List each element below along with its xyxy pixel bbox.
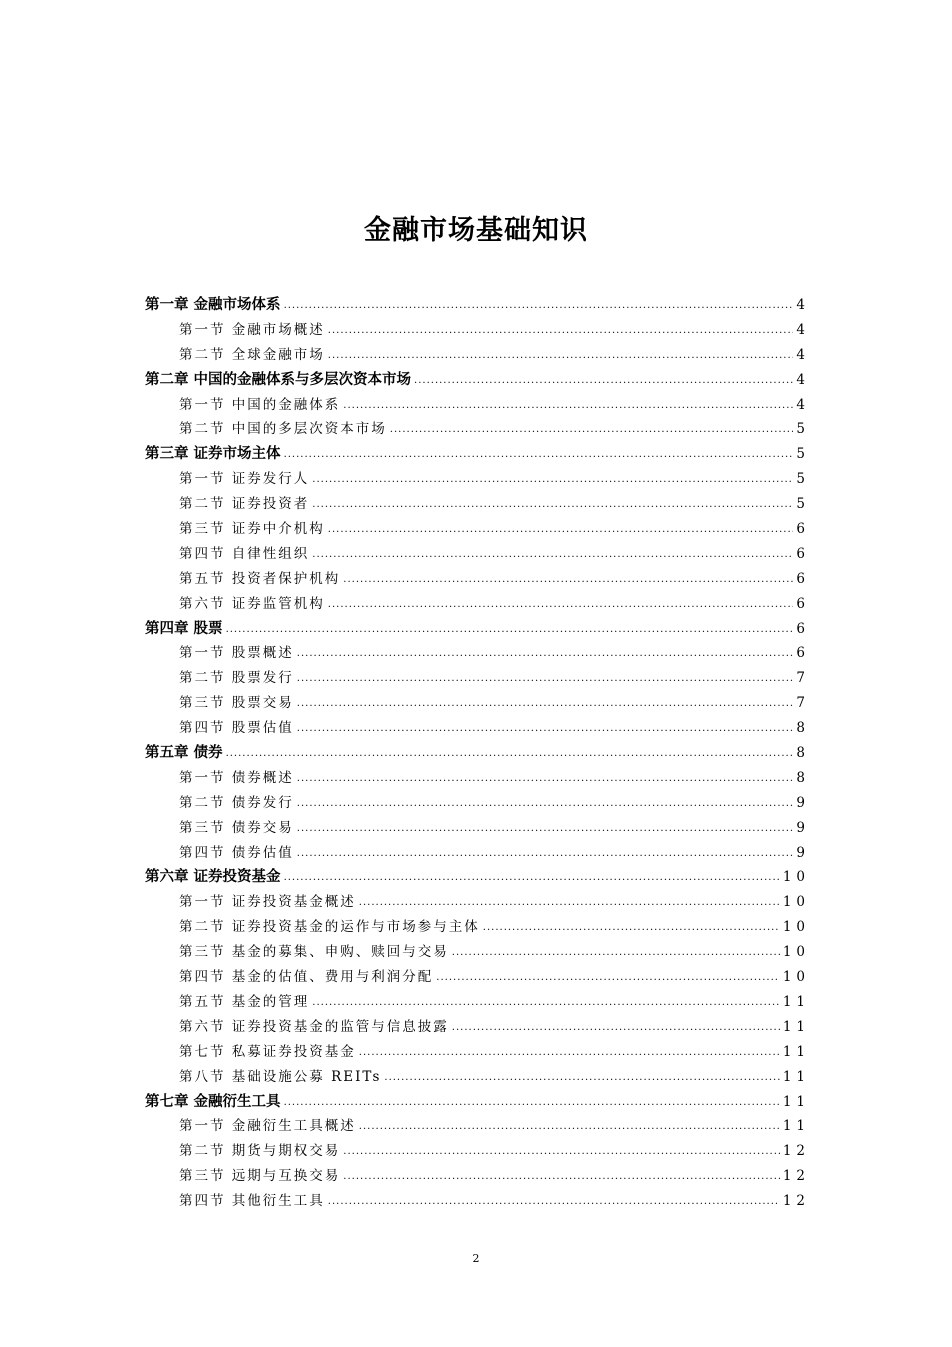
toc-chapter-entry[interactable] — [145, 865, 810, 890]
toc-section-entry[interactable] — [145, 940, 810, 965]
toc-entry-page: 6 — [796, 645, 810, 662]
toc-entry-label: 第二节 证券投资者 — [179, 496, 310, 513]
toc-entry-page: 11 — [782, 993, 810, 1010]
toc-entry-label: 第一节 股票概述 — [179, 645, 294, 662]
toc-entry-label: 第一节 债券概述 — [179, 769, 294, 786]
toc-entry-page: 11 — [782, 1043, 810, 1060]
toc-dot-leader — [390, 418, 794, 443]
toc-section-entry[interactable] — [145, 641, 810, 666]
toc-entry-label: 第四节 债券估值 — [179, 844, 294, 861]
toc-entry-page: 11 — [782, 1118, 810, 1135]
toc-entry-page: 8 — [796, 720, 810, 737]
toc-entry-page: 8 — [796, 745, 810, 762]
toc-entry-page: 6 — [796, 620, 810, 637]
toc-entry-label: 第六章 证券投资基金 — [145, 869, 281, 886]
toc-entry-page: 5 — [796, 471, 810, 488]
toc-dot-leader — [343, 568, 793, 593]
toc-chapter-entry[interactable] — [145, 368, 810, 393]
toc-section-entry[interactable] — [145, 890, 810, 915]
toc-dot-leader — [359, 1041, 780, 1066]
toc-entry-page: 6 — [796, 545, 810, 562]
toc-section-entry[interactable] — [145, 467, 810, 492]
toc-dot-leader — [284, 294, 794, 319]
toc-entry-label: 第二节 债券发行 — [179, 794, 294, 811]
toc-section-entry[interactable] — [145, 841, 810, 866]
toc-section-entry[interactable] — [145, 1189, 810, 1214]
toc-entry-page: 12 — [782, 1143, 810, 1160]
toc-entry-label: 第四章 股票 — [145, 620, 223, 637]
toc-entry-label: 第三节 基金的募集、申购、赎回与交易 — [179, 944, 449, 961]
toc-entry-label: 第二节 中国的多层次资本市场 — [179, 421, 387, 438]
toc-entry-page: 10 — [782, 944, 810, 961]
toc-dot-leader — [436, 966, 780, 991]
toc-entry-label: 第三节 债券交易 — [179, 819, 294, 836]
toc-dot-leader — [384, 1066, 779, 1091]
toc-entry-label: 第六节 证券监管机构 — [179, 595, 325, 612]
toc-dot-leader — [312, 543, 793, 568]
toc-entry-label: 第三节 股票交易 — [179, 695, 294, 712]
toc-dot-leader — [359, 891, 780, 916]
toc-dot-leader — [297, 767, 794, 792]
toc-section-entry[interactable] — [145, 592, 810, 617]
toc-entry-page: 4 — [796, 371, 810, 388]
toc-dot-leader — [226, 742, 794, 767]
toc-section-entry[interactable] — [145, 567, 810, 592]
toc-entry-page: 6 — [796, 521, 810, 538]
toc-dot-leader — [284, 1091, 780, 1116]
toc-entry-page: 9 — [796, 819, 810, 836]
toc-section-entry[interactable] — [145, 990, 810, 1015]
toc-entry-page: 4 — [796, 396, 810, 413]
toc-dot-leader — [297, 792, 794, 817]
toc-section-entry[interactable] — [145, 1114, 810, 1139]
toc-dot-leader — [284, 443, 794, 468]
toc-entry-label: 第二章 中国的金融体系与多层次资本市场 — [145, 371, 412, 388]
toc-entry-page: 5 — [796, 446, 810, 463]
toc-dot-leader — [359, 1115, 780, 1140]
toc-chapter-entry[interactable] — [145, 1090, 810, 1115]
toc-entry-label: 第七章 金融衍生工具 — [145, 1093, 281, 1110]
page-number: 2 — [472, 1252, 480, 1265]
toc-dot-leader — [452, 1016, 780, 1041]
toc-entry-label: 第四节 基金的估值、费用与利润分配 — [179, 969, 434, 986]
toc-entry-label: 第一章 金融市场体系 — [145, 297, 281, 313]
toc-section-entry[interactable] — [145, 343, 810, 368]
toc-section-entry[interactable] — [145, 791, 810, 816]
toc-dot-leader — [226, 618, 794, 643]
toc-entry-page: 10 — [782, 894, 810, 911]
toc-entry-label: 第二节 股票发行 — [179, 670, 294, 687]
toc-entry-page: 5 — [796, 496, 810, 513]
toc-chapter-entry[interactable] — [145, 741, 810, 766]
toc-entry-page: 12 — [782, 1193, 810, 1210]
toc-section-entry[interactable] — [145, 417, 810, 442]
toc-entry-page: 11 — [782, 1068, 810, 1085]
toc-section-entry[interactable] — [145, 1164, 810, 1189]
toc-entry-label: 第七节 私募证券投资基金 — [179, 1043, 356, 1060]
toc-section-entry[interactable] — [145, 766, 810, 791]
toc-dot-leader — [483, 916, 780, 941]
toc-dot-leader — [328, 593, 794, 618]
toc-dot-leader — [297, 817, 794, 842]
toc-section-entry[interactable] — [145, 1139, 810, 1164]
toc-dot-leader — [312, 493, 793, 518]
toc-section-entry[interactable] — [145, 716, 810, 741]
toc-dot-leader — [297, 717, 794, 742]
toc-section-entry[interactable] — [145, 517, 810, 542]
toc-dot-leader — [297, 667, 794, 692]
toc-section-entry[interactable] — [145, 1015, 810, 1040]
toc-entry-page: 6 — [796, 570, 810, 587]
toc-section-entry[interactable] — [145, 816, 810, 841]
toc-entry-label: 第五节 投资者保护机构 — [179, 570, 341, 587]
toc-dot-leader — [343, 1165, 780, 1190]
toc-entry-page: 4 — [796, 346, 810, 363]
toc-dot-leader — [328, 344, 794, 369]
toc-section-entry[interactable] — [145, 318, 810, 343]
toc-section-entry[interactable] — [145, 965, 810, 990]
toc-entry-label: 第一节 金融衍生工具概述 — [179, 1118, 356, 1135]
toc-entry-page: 12 — [782, 1168, 810, 1185]
toc-entry-page: 6 — [796, 595, 810, 612]
toc-section-entry[interactable] — [145, 492, 810, 517]
toc-entry-label: 第一节 金融市场概述 — [179, 321, 325, 338]
toc-entry-label: 第二节 期货与期权交易 — [179, 1143, 341, 1160]
toc-entry-page: 8 — [796, 769, 810, 786]
toc-dot-leader — [312, 468, 793, 493]
toc-section-entry[interactable] — [145, 542, 810, 567]
toc-entry-page: 10 — [782, 919, 810, 936]
toc-dot-leader — [328, 518, 794, 543]
toc-entry-page: 10 — [782, 969, 810, 986]
toc-entry-label: 第一节 中国的金融体系 — [179, 396, 341, 413]
toc-entry-page: 7 — [796, 670, 810, 687]
toc-entry-label: 第二节 全球金融市场 — [179, 346, 325, 363]
toc-entry-label: 第三章 证券市场主体 — [145, 446, 281, 463]
toc-section-entry[interactable] — [145, 915, 810, 940]
toc-section-entry[interactable] — [145, 691, 810, 716]
toc-entry-label: 第三节 证券中介机构 — [179, 521, 325, 538]
toc-dot-leader — [284, 866, 780, 891]
toc-section-entry[interactable] — [145, 666, 810, 691]
toc-chapter-entry[interactable] — [145, 293, 810, 318]
toc-entry-page: 4 — [796, 297, 810, 313]
toc-entry-label: 第一节 证券投资基金概述 — [179, 894, 356, 911]
toc-entry-page: 11 — [782, 1018, 810, 1035]
toc-entry-label: 第四节 股票估值 — [179, 720, 294, 737]
table-of-contents — [145, 293, 810, 1214]
document-title: 金融市场基础知识 — [364, 215, 588, 247]
toc-entry-page: 11 — [782, 1093, 810, 1110]
toc-section-entry[interactable] — [145, 393, 810, 418]
toc-chapter-entry[interactable] — [145, 617, 810, 642]
toc-entry-page: 9 — [796, 844, 810, 861]
toc-entry-label: 第五节 基金的管理 — [179, 993, 310, 1010]
toc-entry-label: 第三节 远期与互换交易 — [179, 1168, 341, 1185]
toc-dot-leader — [328, 1190, 780, 1215]
toc-dot-leader — [297, 842, 794, 867]
toc-dot-leader — [414, 369, 793, 394]
toc-dot-leader — [312, 991, 780, 1016]
toc-dot-leader — [297, 692, 794, 717]
toc-entry-page: 9 — [796, 794, 810, 811]
toc-section-entry[interactable] — [145, 1040, 810, 1065]
toc-dot-leader — [328, 319, 794, 344]
toc-entry-page: 10 — [782, 869, 810, 886]
toc-entry-label: 第八节 基础设施公募 REITs — [179, 1068, 382, 1085]
toc-dot-leader — [297, 642, 794, 667]
toc-entry-label: 第四节 自律性组织 — [179, 545, 310, 562]
toc-dot-leader — [343, 394, 793, 419]
toc-entry-label: 第一节 证券发行人 — [179, 471, 310, 488]
toc-dot-leader — [343, 1140, 780, 1165]
toc-entry-label: 第五章 债券 — [145, 745, 223, 762]
toc-entry-label: 第四节 其他衍生工具 — [179, 1193, 325, 1210]
toc-entry-page: 4 — [796, 321, 810, 338]
toc-entry-page: 7 — [796, 695, 810, 712]
toc-entry-label: 第六节 证券投资基金的监管与信息披露 — [179, 1018, 449, 1035]
toc-chapter-entry[interactable] — [145, 442, 810, 467]
toc-entry-label: 第二节 证券投资基金的运作与市场参与主体 — [179, 919, 480, 936]
toc-dot-leader — [452, 941, 780, 966]
toc-entry-page: 5 — [796, 421, 810, 438]
toc-section-entry[interactable] — [145, 1065, 810, 1090]
